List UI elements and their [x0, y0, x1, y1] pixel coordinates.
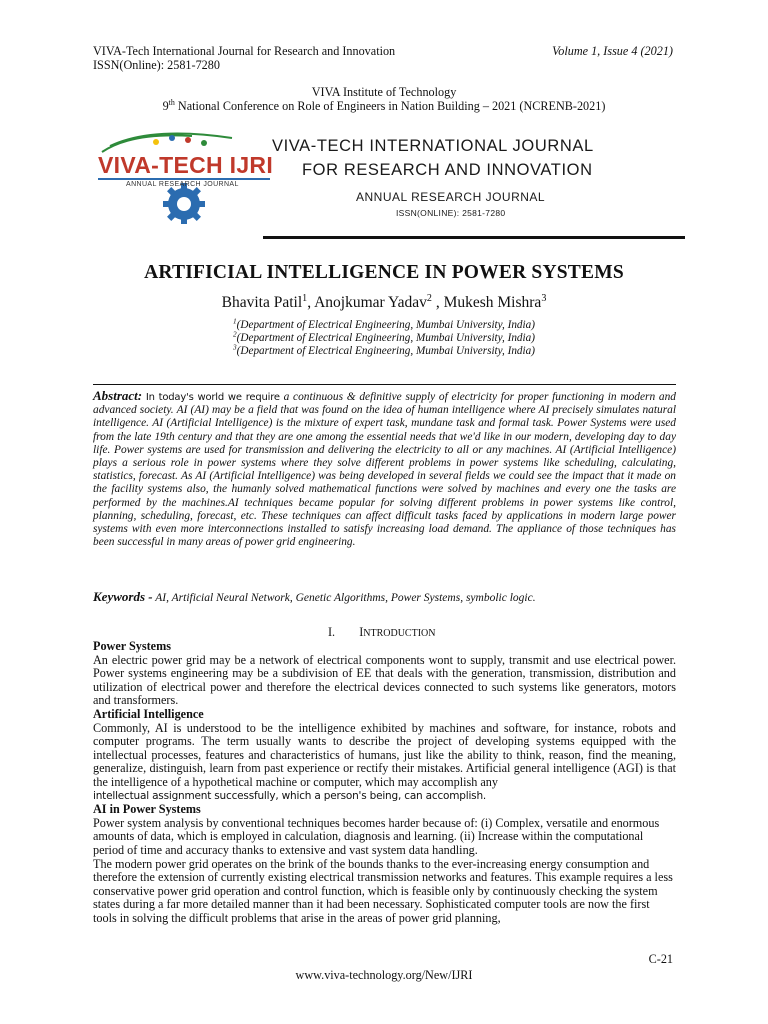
para-ai-in-power-systems-1: Power system analysis by conventional techniques becomes harder because of: (i) Complex, versatile and enormous amounts of data, which is employed in calculation, diagnosis and learning. (ii) Increase within the computational period of time and accuracy thanks to extensive and vast system data handling. — [93, 815, 660, 857]
institute-name: VIVA Institute of Technology — [311, 85, 457, 99]
author-1: Bhavita Patil$^1$, — [221, 292, 315, 311]
logo-title-line1: VIVA-TECH INTERNATIONAL JOURNAL — [272, 137, 594, 155]
keywords-label: Keywords - — [93, 589, 153, 604]
journal-logo — [92, 128, 282, 224]
heading-artificial-intelligence: Artificial Intelligence — [93, 706, 204, 721]
logo-issn: ISSN(ONLINE): 2581-7280 — [396, 208, 506, 218]
logo-brand-subtitle: ANNUAL RESEARCH JOURNAL — [126, 181, 239, 188]
abstract — [93, 389, 676, 549]
heading-power-systems: Power Systems — [93, 639, 171, 653]
body-text — [93, 640, 676, 925]
logo-rule — [263, 236, 685, 239]
abstract-rule — [93, 384, 676, 385]
page-number: C-21 — [648, 952, 673, 966]
section-heading: I. INTRODUCTION — [328, 625, 436, 639]
section-title: NTRODUCTION — [363, 628, 436, 639]
keywords-text: AI, Artificial Neural Network, Genetic Algorithms, Power Systems, symbolic logic. — [152, 592, 536, 604]
logo-brand-text: VIVA-TECH IJRI — [98, 152, 274, 178]
affiliations — [0, 319, 768, 358]
footer-url[interactable]: www.viva-technology.org/New/IJRI — [295, 968, 473, 982]
section-number: I. — [328, 625, 336, 639]
para-power-systems: An electric power grid may be a network of electrical components wont to supply, transmit and use electrical power. Power systems engineering may be a subdivision of EE that deals with the generation, transmission, distribution and utilization of electrical power and therefore the electrical devices connected to such systems like generators, motors and transformers. — [93, 652, 676, 708]
affiliation-3: $^3$(Department of Electrical Engineering, Mumbai University, India) — [233, 343, 535, 357]
abstract-label: Abstract: — [93, 388, 143, 403]
journal-name-header: VIVA-Tech International Journal for Research and Innovation — [93, 44, 396, 58]
issn-header: ISSN(Online): 2581-7280 — [93, 58, 220, 72]
affiliation-1: $^1$(Department of Electrical Engineering, Mumbai University, India) — [233, 317, 535, 331]
para-artificial-intelligence: Commonly, AI is understood to be the intelligence exhibited by machines and software, for instance, robots and computer programs. The term usually wants to describe the project of developing systems equipped with the intellectual processes, features and characteristics of humans, just like the ability to think, reason, find the meaning, generalize, distinguish, learn from past experience or rectify their mistakes. Artificial general intelligence (AGI) is that the intelligence of a hypothetical machine or computer, which may accomplish any — [93, 720, 676, 789]
abstract-first-words: In today's world we require — [145, 392, 280, 403]
heading-ai-in-power-systems: AI in Power Systems — [93, 802, 201, 817]
affiliation-2: $^2$(Department of Electrical Engineering, Mumbai University, India) — [233, 330, 535, 344]
abstract-text: a continuous & definitive supply of electricity for proper functioning in modern and advanced society. AI (AI) may be a field that was found on the idea of human intelligence where AI precisely simulates natural intelligence. AI (Artificial Intelligence) is the mixture of expert task, mundane task and formal task. Power Systems were used from the late 19th century and that they are one among the essential needs that we'd like in our modern, developing day to day life. Power systems are used for transmission and delivering the electricity to all or any machines. AI (Artificial Intelligence) plays a serious role in power systems where they solve different problems in power systems like scheduling, calculating, statistics, forecast. As AI (Artificial Intelligence) was being developed in several fields we could see the impact that it made on the facility systems also, the humanly solved mathematical functions were solved by machines and every one the tasks are performed by the machines.AI techniques became popular for solving different problems in power systems like control, planning, scheduling, forecast, etc. These techniques can affect difficult tasks faced by applications in modern large power systems with even more interconnections installed to satisfy increasing load demand. The appliance of those techniques has been successful in many areas of power grid engineering. — [93, 391, 676, 549]
conference-line: 9th National Conference on Role of Engineers in Nation Building – 2021 (NCRENB-2021) — [162, 97, 606, 113]
paper-title: ARTIFICIAL INTELLIGENCE IN POWER SYSTEMS — [144, 262, 624, 283]
author-3: Mukesh Mishra$^3$ — [443, 292, 547, 311]
keywords — [93, 589, 676, 605]
author-2: Anojkumar Yadav$^2$ , — [314, 292, 444, 311]
para-ai-tail: intellectual assignment successfully, which a person's being, can accomplish. — [93, 789, 487, 802]
para-ai-in-power-systems-2: The modern power grid operates on the brink of the bounds thanks to the ever-increasing energy consumption and therefore the extension of currently existing electrical transmission networks and features. This example requires a less conservative power grid operation and control function, which is feasible only by continuously checking the system states during a far more detailed manner than it had been necessary. Sophisticated computer tools are now the first tools in solving the difficult problems that arise in the areas of power grid planning, — [93, 856, 673, 925]
volume-issue: Volume 1, Issue 4 (2021) — [552, 44, 673, 58]
author-list — [0, 294, 768, 312]
logo-title-line2: FOR RESEARCH AND INNOVATION — [302, 161, 593, 179]
logo-subtitle: ANNUAL RESEARCH JOURNAL — [356, 190, 546, 204]
